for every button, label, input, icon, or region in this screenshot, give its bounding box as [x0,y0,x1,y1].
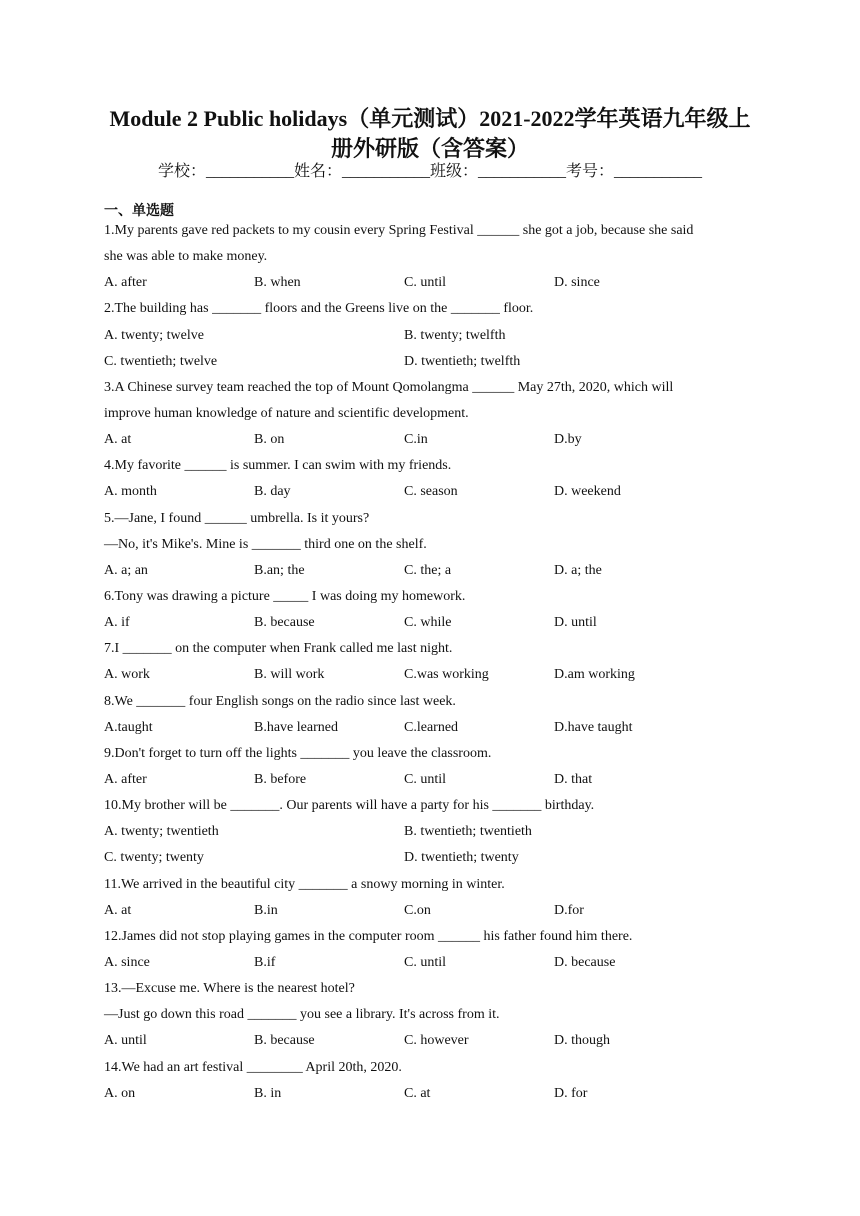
option-d[interactable]: D.by [554,432,582,448]
option-a[interactable]: A. a; an [104,562,148,578]
option-b[interactable]: B.in [254,902,278,918]
option-c[interactable]: C. until [404,771,447,787]
question-13-options [104,1028,754,1054]
question-3-stem-line-2: improve human knowledge of nature and scientific development. [104,405,469,421]
question-7-options [104,662,754,688]
option-b[interactable]: B. in [254,1085,282,1101]
question-12-stem: 12.James did not stop playing games in the computer room ______ his father found him there. [104,928,633,944]
question-2-options-row-1 [104,323,754,349]
option-a[interactable]: A. until [104,1033,147,1049]
option-d[interactable]: D. since [554,275,600,291]
question-6-options [104,610,754,636]
title-line-2: 册外研版（含答案） [330,136,529,161]
option-a[interactable]: A. twenty; twelve [104,327,204,343]
option-d[interactable]: D. until [554,615,597,631]
option-a[interactable]: A. after [104,771,147,787]
question-6-stem: 6.Tony was drawing a picture _____ I was doing my homework. [104,588,466,604]
option-a[interactable]: A. at [104,902,132,918]
option-a[interactable]: A. month [104,484,157,500]
option-c[interactable]: C. the; a [404,562,452,578]
question-7-stem: 7.I _______ on the computer when Frank called me last night. [104,641,453,657]
option-b[interactable]: B. because [254,1033,315,1049]
option-d[interactable]: D. that [554,771,593,787]
question-12-options [104,950,754,976]
question-list [104,218,754,1107]
option-c[interactable]: C. until [404,275,447,291]
option-c[interactable]: C. while [404,615,452,631]
option-c[interactable]: C. until [404,954,447,970]
question-10-options-row-2 [104,845,754,871]
option-a[interactable]: A. work [104,667,150,683]
question-10-options-row-1 [104,819,754,845]
option-c[interactable]: C.in [404,432,428,448]
document-title [100,104,760,164]
option-a[interactable]: A. since [104,954,150,970]
question-3-stem-line-1: 3.A Chinese survey team reached the top of Mount Qomolangma ______ May 27th, 2020, which will [104,379,674,395]
question-9-stem: 9.Don't forget to turn off the lights _______ you leave the classroom. [104,745,492,761]
question-13-stem-line-1: 13.—Excuse me. Where is the nearest hotel? [104,981,355,997]
question-4-stem: 4.My favorite ______ is summer. I can swim with my friends. [104,458,452,474]
option-d[interactable]: D. for [554,1085,588,1101]
question-11-stem: 11.We arrived in the beautiful city _______ a snowy morning in winter. [104,876,505,892]
question-9-options [104,767,754,793]
option-b[interactable]: B. day [254,484,291,500]
option-c[interactable]: C.was working [404,667,489,683]
option-a[interactable]: A. at [104,432,132,448]
question-14-options [104,1081,754,1107]
option-d[interactable]: D. weekend [554,484,621,500]
question-3-options [104,427,754,453]
option-d[interactable]: D. though [554,1033,610,1049]
option-c[interactable]: C. however [404,1033,469,1049]
question-10-stem: 10.My brother will be _______. Our parents will have a party for his _______ birthday. [104,798,595,814]
option-c[interactable]: C. twentieth; twelve [104,353,218,369]
option-b[interactable]: B. because [254,615,315,631]
option-d[interactable]: D. twentieth; twelfth [404,353,521,369]
question-13-stem-line-2: —Just go down this road _______ you see a library. It's across from it. [104,1007,500,1023]
option-b[interactable]: B. before [254,771,307,787]
question-5-options [104,558,754,584]
title-line-1: Module 2 Public holidays（单元测试）2021-2022学年英语九年级上 [109,106,751,131]
option-c[interactable]: C.learned [404,719,459,735]
option-c[interactable]: C.on [404,902,431,918]
option-b[interactable]: B. when [254,275,301,291]
option-b[interactable]: B.have learned [254,719,338,735]
option-b[interactable]: B.if [254,954,276,970]
option-d[interactable]: D.am working [554,667,635,683]
student-info-line: 学校：___________姓名：___________班级：___________考号：___________ [157,163,702,180]
option-b[interactable]: B. will work [254,667,325,683]
option-d[interactable]: D. because [554,954,616,970]
option-c[interactable]: C. season [404,484,458,500]
option-c[interactable]: C. at [404,1085,431,1101]
question-8-options [104,715,754,741]
question-5-stem-line-1: 5.—Jane, I found ______ umbrella. Is it yours? [104,510,370,526]
option-c[interactable]: C. twenty; twenty [104,850,204,866]
question-8-stem: 8.We _______ four English songs on the radio since last week. [104,693,456,709]
question-14-stem: 14.We had an art festival ________ April 20th, 2020. [104,1059,402,1075]
option-b[interactable]: B. twentieth; twentieth [404,824,532,840]
question-1-options [104,270,754,296]
question-11-options [104,898,754,924]
question-2-stem: 2.The building has _______ floors and the Greens live on the _______ floor. [104,301,534,317]
option-b[interactable]: B.an; the [254,562,305,578]
question-4-options [104,479,754,505]
option-d[interactable]: D. twentieth; twenty [404,850,519,866]
question-1-stem-line-2: she was able to make money. [104,249,268,265]
option-a[interactable]: A. twenty; twentieth [104,824,219,840]
question-1-stem-line-1: 1.My parents gave red packets to my cousin every Spring Festival ______ she got a job, because she said [104,223,694,238]
option-b[interactable]: B. on [254,432,285,448]
option-d[interactable]: D. a; the [554,562,602,578]
option-a[interactable]: A. after [104,275,147,291]
question-2-options-row-2 [104,349,754,375]
question-5-stem-line-2: —No, it's Mike's. Mine is _______ third one on the shelf. [104,536,427,552]
option-a[interactable]: A.taught [104,719,153,735]
option-d[interactable]: D.for [554,902,584,918]
section-heading: 一、单选题 [104,204,174,219]
option-d[interactable]: D.have taught [554,719,633,735]
option-b[interactable]: B. twenty; twelfth [404,327,506,343]
option-a[interactable]: A. if [104,615,130,631]
option-a[interactable]: A. on [104,1085,136,1101]
